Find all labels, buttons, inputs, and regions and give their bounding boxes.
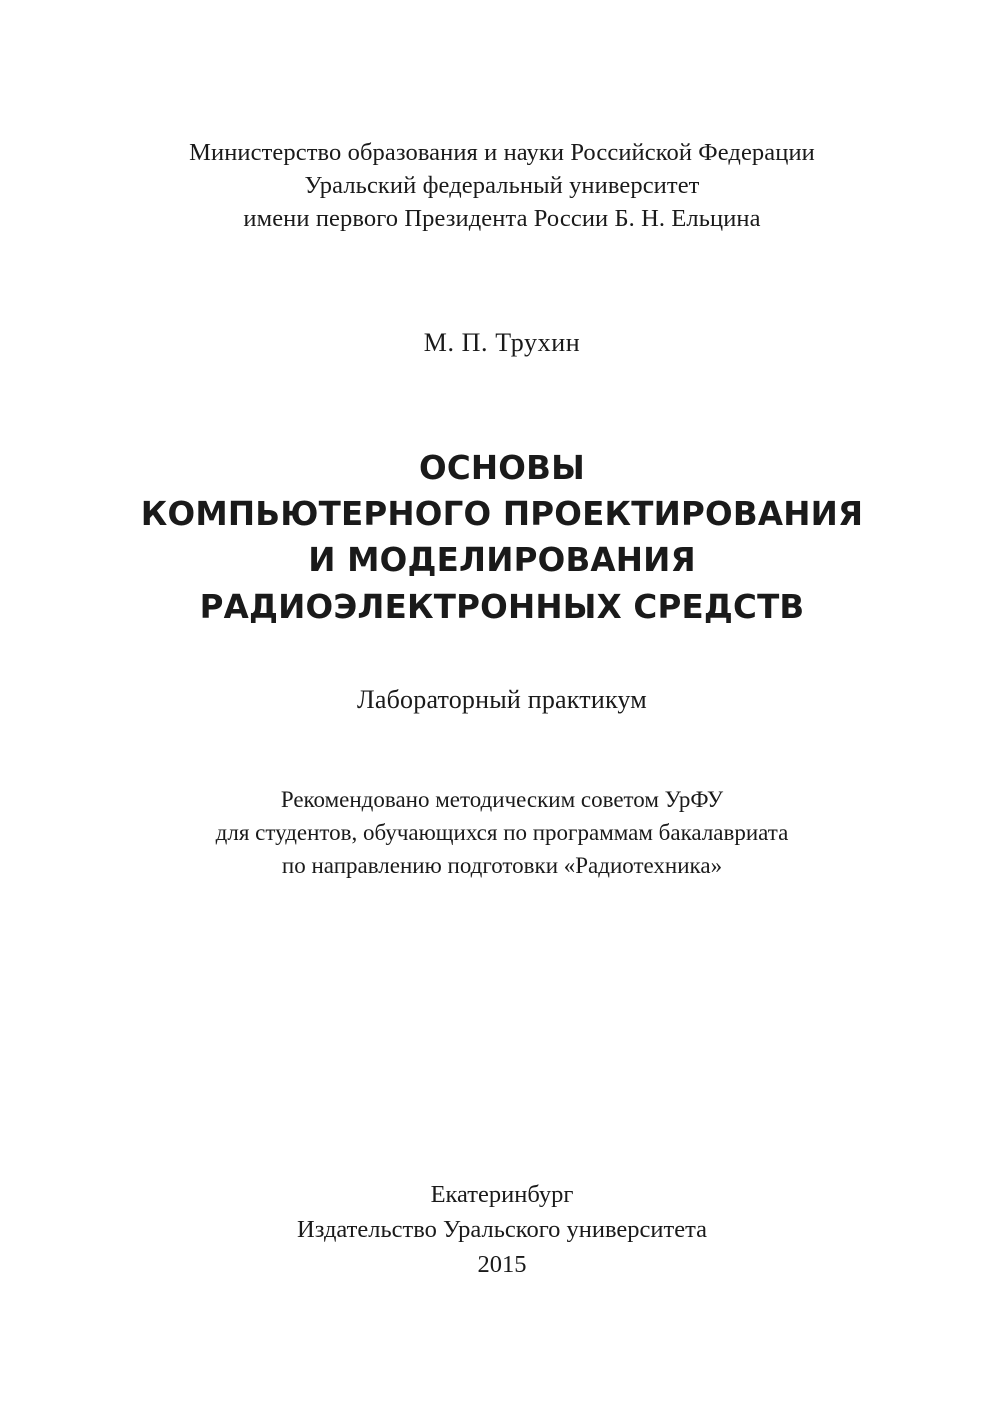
recommendation-line-1: Рекомендовано методическим советом УрФУ [280,786,724,812]
publisher-header-line-3: имени первого Президента России Б. Н. Ельцина [243,205,761,233]
imprint-year: 2015 [477,1250,527,1278]
imprint-publisher: Издательство Уральского университета [297,1215,707,1243]
publisher-header-line-2: Уральский федеральный университет [304,172,700,200]
page-title-line-4: РАДИОЭЛЕКТРОННЫХ СРЕДСТВ [199,587,805,626]
page-title-line-1: ОСНОВЫ [419,449,585,488]
publisher-header [120,136,884,235]
page-subtitle: Лабораторный практикум [357,684,647,714]
page-title-line-3: И МОДЕЛИРОВАНИЯ [308,541,696,580]
page-title-line-2: КОМПЬЮТЕРНОГО ПРОЕКТИРОВАНИЯ [140,495,864,534]
imprint-city: Екатеринбург [430,1181,574,1208]
recommendation-line-3: по направлению подготовки «Радиотехника» [281,853,723,879]
recommendation-line-2: для студентов, обучающихся по программам бакалавриата [215,820,789,846]
recommendation-note [120,783,884,883]
imprint [0,1178,1004,1282]
page-title [120,445,884,630]
publisher-header-line-1: Министерство образования и науки Российской Федерации [189,139,815,166]
author-name: М. П. Трухин [423,328,581,358]
